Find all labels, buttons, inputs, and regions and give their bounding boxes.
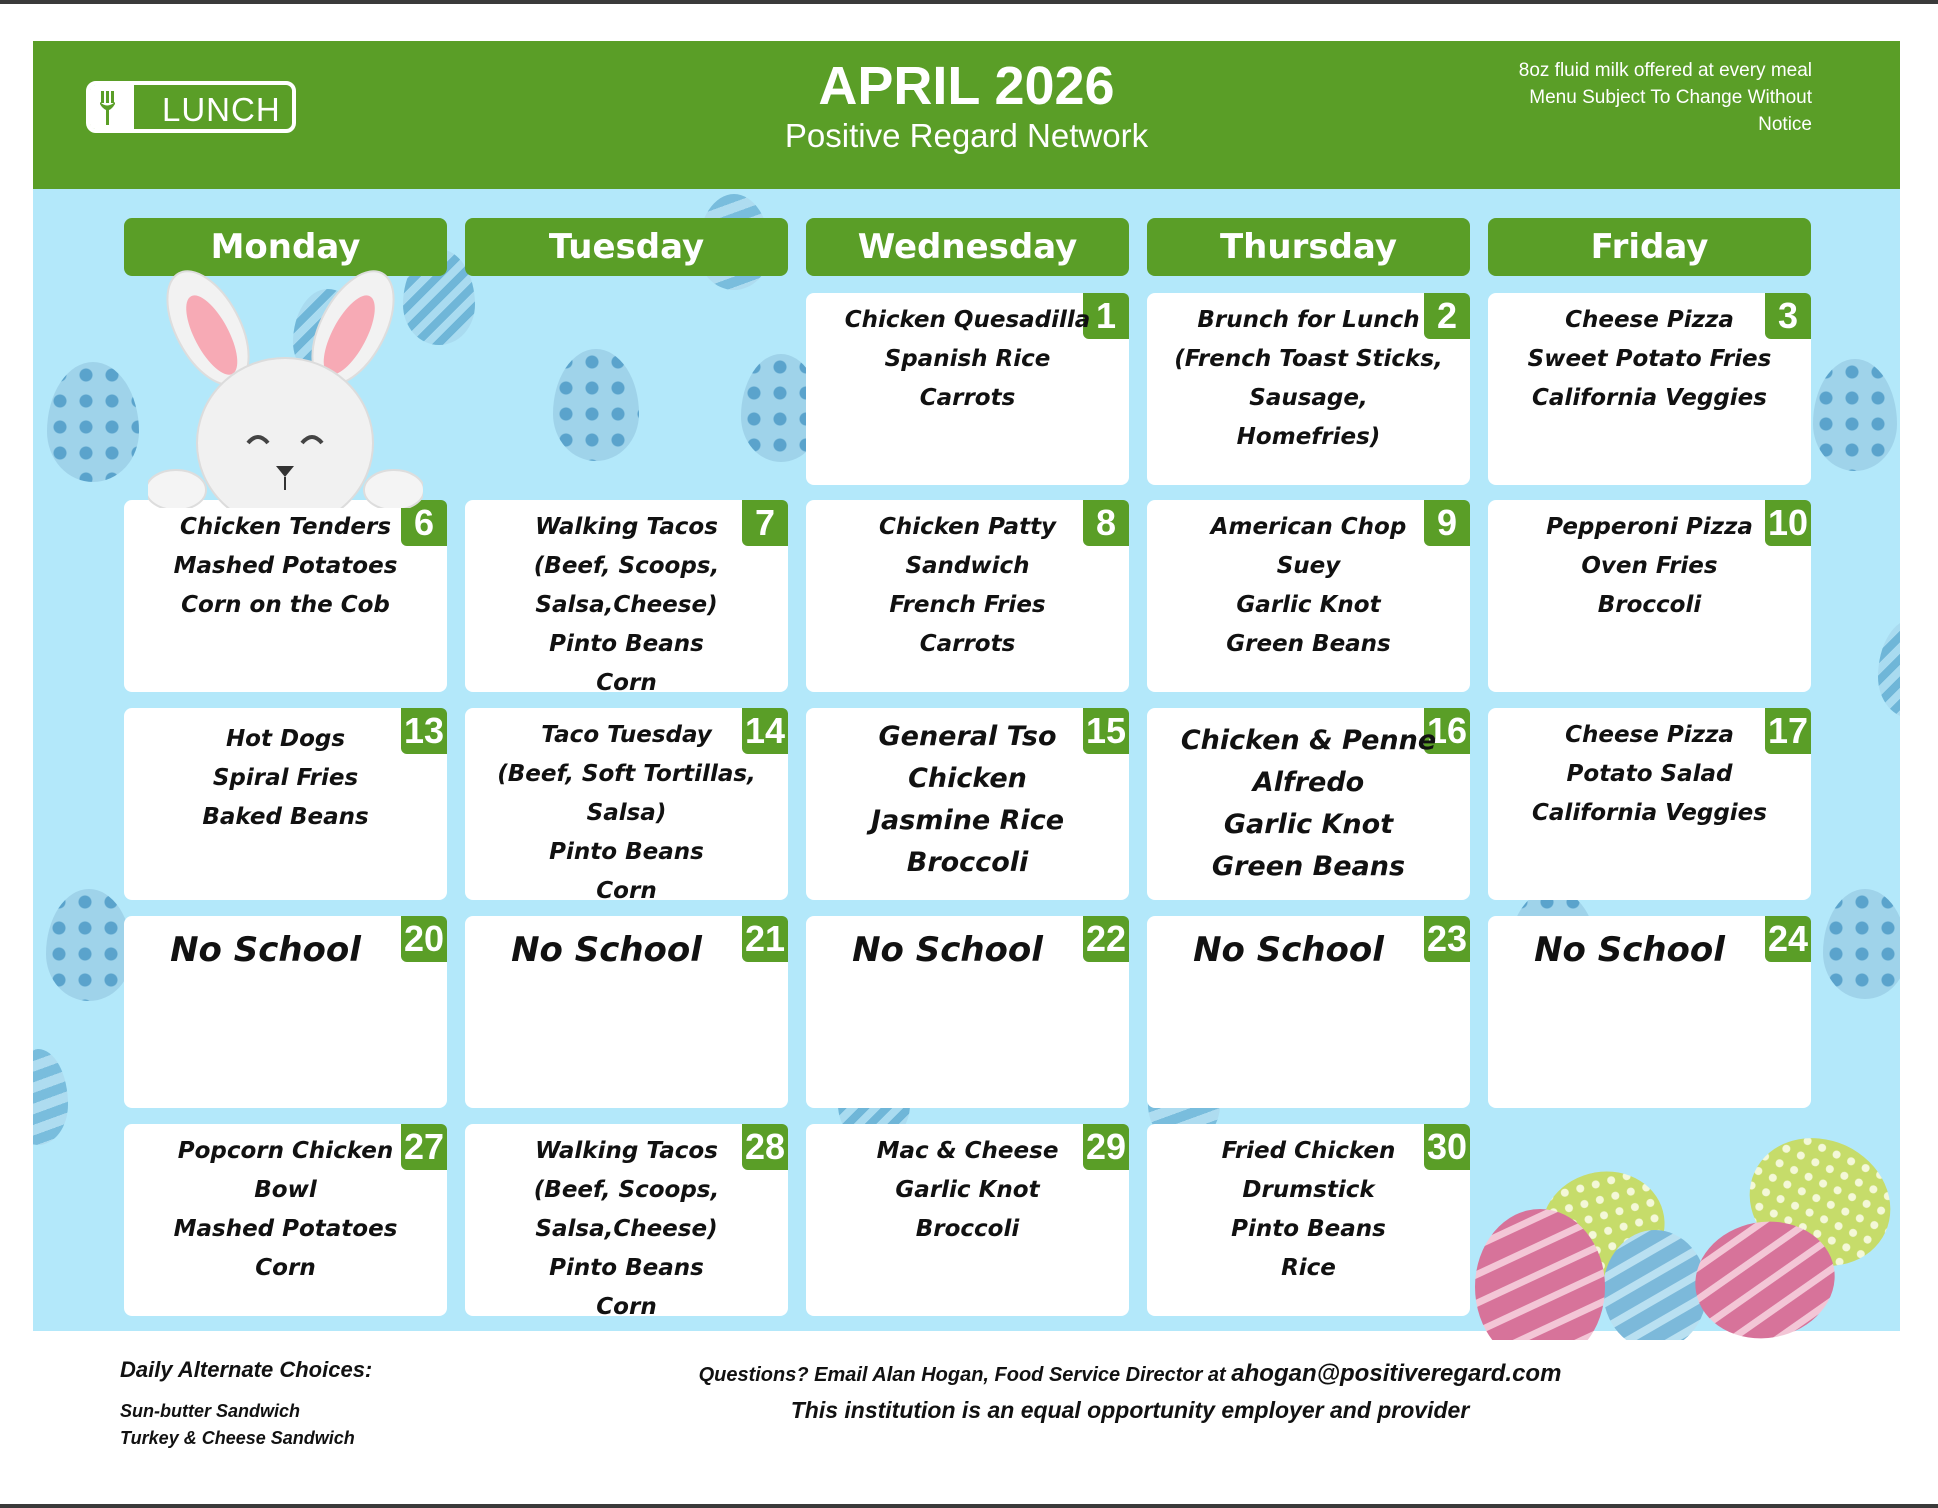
day-cell	[806, 916, 1129, 1108]
day-number: 16	[1424, 708, 1470, 754]
menu-item: California Veggies	[1532, 385, 1767, 411]
day-header-thursday: Thursday	[1147, 218, 1470, 276]
menu-item: Chicken Quesadilla	[844, 307, 1091, 333]
logo-label: LUNCH	[162, 91, 281, 128]
alternate-item: Turkey & Cheese Sandwich	[120, 1428, 355, 1448]
menu-item: Fried Chicken	[1221, 1138, 1396, 1164]
menu-list	[1488, 301, 1811, 418]
menu-list	[465, 1132, 788, 1327]
menu-item: Sandwich	[905, 553, 1030, 579]
day-number: 22	[1083, 916, 1129, 962]
menu-list	[465, 508, 788, 703]
day-number: 15	[1083, 708, 1129, 754]
menu-item: Taco Tuesday	[541, 722, 712, 748]
menu-item: Cheese Pizza	[1565, 307, 1734, 333]
menu-item: Garlic Knot	[1236, 592, 1381, 618]
milk-note: 8oz fluid milk offered at every meal	[1518, 60, 1812, 81]
day-number: 21	[742, 916, 788, 962]
menu-item: (French Toast Sticks,	[1174, 346, 1443, 372]
day-cell	[124, 916, 447, 1108]
menu-item: Mac & Cheese	[876, 1138, 1059, 1164]
day-number: 8	[1083, 500, 1129, 546]
day-number: 24	[1765, 916, 1811, 962]
easter-eggs-illustration	[1455, 1080, 1900, 1340]
day-number: 17	[1765, 708, 1811, 754]
day-number: 6	[401, 500, 447, 546]
menu-item: Carrots	[919, 631, 1016, 657]
menu-item: Hot Dogs	[225, 726, 346, 752]
menu-item: Spanish Rice	[884, 346, 1051, 372]
menu-item: Suey	[1276, 553, 1341, 579]
menu-item: Oven Fries	[1581, 553, 1718, 579]
menu-item: Salsa,Cheese)	[535, 1216, 718, 1242]
menu-item: Mashed Potatoes	[173, 553, 398, 579]
menu-list	[124, 720, 447, 837]
day-header-tuesday: Tuesday	[465, 218, 788, 276]
menu-item: Mashed Potatoes	[173, 1216, 398, 1242]
day-number: 29	[1083, 1124, 1129, 1170]
menu-item: Homefries)	[1236, 424, 1381, 450]
menu-item: Garlic Knot	[895, 1177, 1040, 1203]
menu-list	[465, 716, 788, 911]
menu-item: Pinto Beans	[549, 631, 704, 657]
menu-item: Corn	[596, 1294, 657, 1320]
questions-line	[560, 1357, 1700, 1392]
menu-list	[806, 508, 1129, 664]
menu-list	[1488, 716, 1811, 833]
no-school-label: No School	[1534, 930, 1725, 970]
menu-list	[124, 508, 447, 625]
menu-item: Pinto Beans	[549, 839, 704, 865]
bunny-right-paw	[364, 470, 423, 508]
header-notes	[1482, 57, 1812, 138]
background-egg	[1823, 889, 1900, 999]
menu-list	[1147, 1132, 1470, 1288]
day-number: 13	[401, 708, 447, 754]
menu-item: Rice	[1281, 1255, 1336, 1281]
page-title: APRIL 2026	[818, 56, 1115, 116]
day-cell	[1147, 500, 1470, 692]
menu-item: Cheese Pizza	[1565, 722, 1734, 748]
day-cell	[1147, 708, 1470, 900]
day-cell	[806, 500, 1129, 692]
menu-list	[806, 716, 1129, 884]
contact-email-link[interactable]: ahogan@positiveregard.com	[1231, 1360, 1562, 1387]
day-number: 28	[742, 1124, 788, 1170]
menu-item: Walking Tacos	[535, 1138, 718, 1164]
day-cell	[1147, 293, 1470, 485]
day-cell	[806, 1124, 1129, 1316]
menu-list	[806, 1132, 1129, 1249]
menu-item: Baked Beans	[202, 804, 369, 830]
menu-item: Salsa,Cheese)	[535, 592, 718, 618]
day-header-friday: Friday	[1488, 218, 1811, 276]
easter-bunny-illustration	[148, 258, 423, 508]
menu-item: Potato Salad	[1566, 761, 1733, 787]
menu-list	[1147, 301, 1470, 457]
bottom-border	[0, 1504, 1938, 1508]
day-number: 27	[401, 1124, 447, 1170]
menu-item: (Beef, Scoops,	[533, 1177, 720, 1203]
menu-item: Broccoli	[906, 847, 1029, 878]
menu-item: Spiral Fries	[212, 765, 359, 791]
menu-item: Green Beans	[1226, 631, 1391, 657]
day-cell	[1147, 1124, 1470, 1316]
menu-item: Green Beans	[1211, 851, 1406, 882]
menu-item: Chicken Tenders	[179, 514, 392, 540]
background-egg	[1813, 359, 1897, 471]
day-cell	[465, 500, 788, 696]
no-school-label: No School	[511, 930, 702, 970]
bunny-left-paw	[148, 470, 206, 508]
day-cell	[465, 1124, 788, 1320]
no-school-label: No School	[852, 930, 1043, 970]
menu-item: Jasmine Rice	[870, 805, 1065, 836]
menu-list	[1147, 508, 1470, 664]
menu-item: (Beef, Scoops,	[533, 553, 720, 579]
day-cell	[1147, 916, 1470, 1108]
day-cell	[1488, 293, 1811, 485]
menu-item: Chicken & Penne	[1180, 725, 1437, 756]
menu-item: Walking Tacos	[535, 514, 718, 540]
background-egg	[47, 362, 139, 482]
menu-list	[1488, 508, 1811, 625]
day-cell	[1488, 500, 1811, 692]
alternate-item: Sun-butter Sandwich	[120, 1401, 300, 1421]
menu-item: Broccoli	[915, 1216, 1020, 1242]
day-cell	[465, 916, 788, 1108]
menu-item: Popcorn Chicken	[177, 1138, 394, 1164]
menu-item: Pinto Beans	[1231, 1216, 1386, 1242]
alternates-list	[120, 1398, 355, 1452]
menu-item: Drumstick	[1242, 1177, 1375, 1203]
menu-item: Corn	[255, 1255, 316, 1281]
menu-item: Pepperoni Pizza	[1546, 514, 1753, 540]
menu-list	[1147, 720, 1470, 888]
menu-item: Carrots	[919, 385, 1016, 411]
day-cell	[124, 708, 447, 900]
menu-list	[124, 1132, 447, 1288]
menu-item: Sweet Potato Fries	[1527, 346, 1772, 372]
no-school-label: No School	[170, 930, 361, 970]
day-cell	[465, 708, 788, 904]
menu-item: Garlic Knot	[1223, 809, 1394, 840]
day-number: 7	[742, 500, 788, 546]
equal-opportunity-statement: This institution is an equal opportunity employer and provider	[790, 1397, 1470, 1423]
footer-contact	[560, 1357, 1700, 1428]
day-number: 2	[1424, 293, 1470, 339]
day-header-monday: Monday	[124, 218, 447, 276]
menu-list	[806, 301, 1129, 418]
menu-item: General Tso	[878, 721, 1057, 752]
menu-item: French Fries	[889, 592, 1046, 618]
day-number: 1	[1083, 293, 1129, 339]
top-border	[0, 0, 1938, 4]
no-school-label: No School	[1193, 930, 1384, 970]
menu-item: Bowl	[254, 1177, 317, 1203]
day-cell	[806, 708, 1129, 900]
alternates-title: Daily Alternate Choices:	[120, 1357, 373, 1382]
menu-item: Corn	[596, 878, 657, 904]
menu-item: (Beef, Soft Tortillas, Salsa)	[497, 761, 756, 826]
day-number: 14	[742, 708, 788, 754]
menu-item: Brunch for Lunch	[1197, 307, 1420, 333]
menu-item: Chicken Patty	[878, 514, 1057, 540]
day-number: 23	[1424, 916, 1470, 962]
menu-item: Corn on the Cob	[181, 592, 390, 618]
day-cell	[124, 500, 447, 692]
day-cell	[1488, 708, 1811, 900]
questions-text: Questions? Email Alan Hogan, Food Service Director at	[698, 1364, 1226, 1386]
menu-item: Alfredo	[1252, 767, 1365, 798]
menu-item: Broccoli	[1597, 592, 1702, 618]
menu-item: American Chop	[1210, 514, 1407, 540]
day-number: 20	[401, 916, 447, 962]
menu-item: Corn	[596, 670, 657, 696]
day-number: 3	[1765, 293, 1811, 339]
background-egg	[46, 889, 132, 1001]
page-subtitle: Positive Regard Network	[784, 117, 1149, 154]
menu-item: California Veggies	[1532, 800, 1767, 826]
day-header-wednesday: Wednesday	[806, 218, 1129, 276]
background-egg	[33, 1049, 68, 1145]
change-note: Menu Subject To Change Without Notice	[1529, 87, 1812, 135]
menu-item: Chicken	[908, 763, 1027, 794]
background-egg	[553, 349, 639, 461]
menu-item: Sausage,	[1249, 385, 1368, 411]
background-egg	[1878, 619, 1900, 719]
day-number: 30	[1424, 1124, 1470, 1170]
menu-item: Pinto Beans	[549, 1255, 704, 1281]
day-cell	[806, 293, 1129, 485]
day-number: 9	[1424, 500, 1470, 546]
day-cell	[124, 1124, 447, 1316]
day-number: 10	[1765, 500, 1811, 546]
header-banner	[33, 41, 1900, 189]
